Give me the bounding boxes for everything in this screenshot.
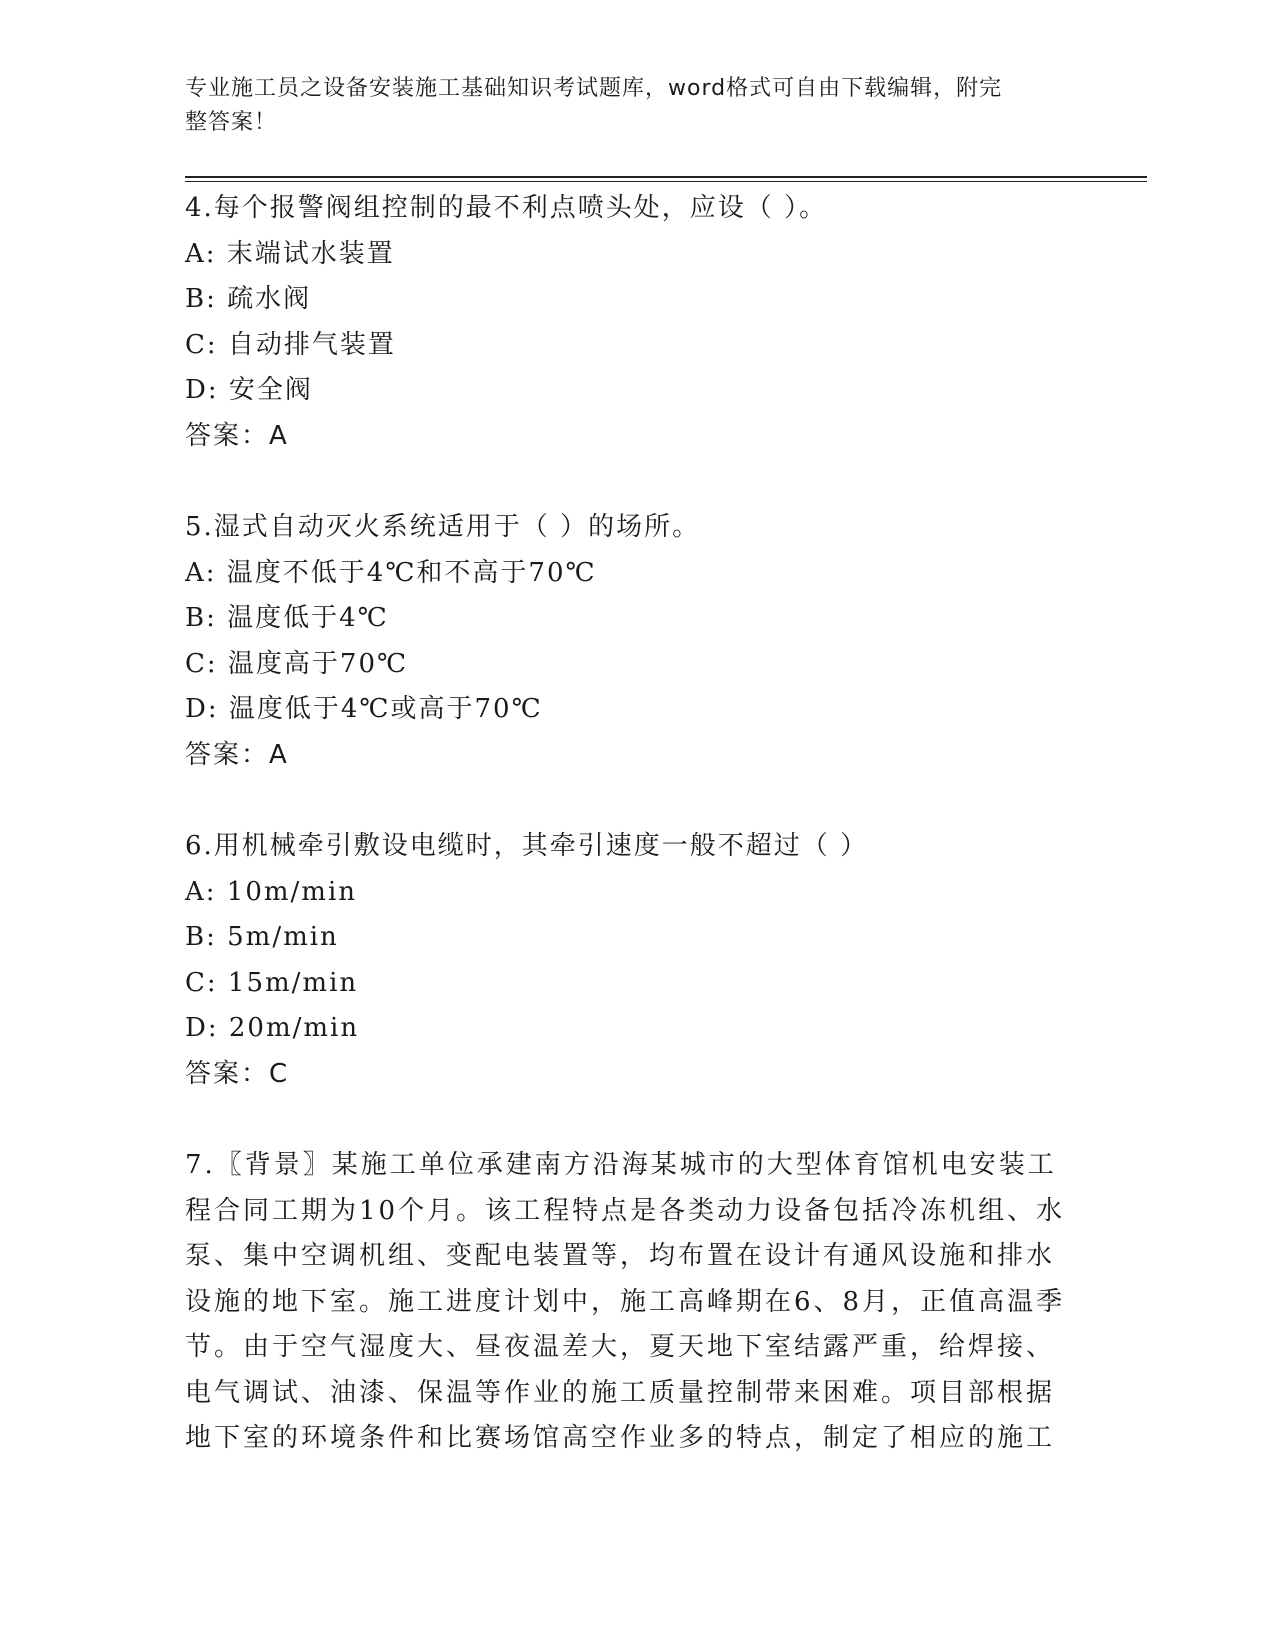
- answer-label: 答案：A: [185, 739, 289, 770]
- paragraph-line: 程合同工期为10个月。该工程特点是各类动力设备包括冷冻机组、水: [185, 1195, 1066, 1226]
- option-a: A: 10m/min: [185, 876, 358, 907]
- option-a: A: 末端试水装置: [185, 238, 395, 269]
- paragraph-line: 电气调试、油漆、保温等作业的施工质量控制带来困难。项目部根据: [185, 1377, 1056, 1408]
- paragraph-line: 地下室的环境条件和比赛场馆高空作业多的特点，制定了相应的施工: [185, 1423, 1056, 1453]
- question-6: [185, 824, 1065, 1097]
- question-spacer: [185, 1097, 1065, 1143]
- option-c: C: 15m/min: [185, 967, 359, 998]
- question-list: [185, 186, 1065, 1462]
- question-4: [185, 186, 1065, 459]
- option-c: C: 温度高于70℃: [185, 648, 409, 679]
- header-line-2: 整答案！: [185, 110, 278, 135]
- header-divider-thin: [185, 181, 1147, 182]
- paragraph-line: 节。由于空气湿度大、昼夜温差大，夏天地下室结露严重，给焊接、: [185, 1332, 1056, 1362]
- answer-label: 答案：C: [185, 1058, 290, 1089]
- paragraph-line: 设施的地下室。施工进度计划中，施工高峰期在6、8月，正值高温季: [185, 1286, 1066, 1317]
- question-5: [185, 505, 1065, 778]
- question-stem: 6.用机械牵引敷设电缆时，其牵引速度一般不超过（ ）: [185, 831, 869, 861]
- question-stem: 4.每个报警阀组控制的最不利点喷头处，应设（ ）。: [185, 193, 828, 223]
- question-spacer: [185, 459, 1065, 505]
- option-d: D: 20m/min: [185, 1013, 360, 1043]
- question-7-background: [185, 1143, 1065, 1462]
- page-header: [185, 72, 1065, 140]
- answer-label: 答案：A: [185, 420, 289, 451]
- option-a: A: 温度不低于4℃和不高于70℃: [185, 557, 597, 588]
- option-d: D: 安全阀: [185, 375, 313, 405]
- option-b: B: 温度低于4℃: [185, 603, 389, 633]
- option-d: D: 温度低于4℃或高于70℃: [185, 694, 543, 724]
- paragraph-line: 7.〖背景〗某施工单位承建南方沿海某城市的大型体育馆机电安装工: [185, 1150, 1057, 1180]
- option-b: B: 5m/min: [185, 922, 339, 952]
- question-stem: 5.湿式自动灭火系统适用于（ ）的场所。: [185, 512, 701, 542]
- header-divider-thick: [185, 176, 1147, 178]
- option-b: B: 疏水阀: [185, 284, 312, 314]
- header-line-1: 专业施工员之设备安装施工基础知识考试题库，word格式可自由下载编辑，附完: [185, 76, 1003, 101]
- option-c: C: 自动排气装置: [185, 329, 396, 360]
- paragraph-line: 泵、集中空调机组、变配电装置等，均布置在设计有通风设施和排水: [185, 1241, 1056, 1271]
- question-spacer: [185, 778, 1065, 824]
